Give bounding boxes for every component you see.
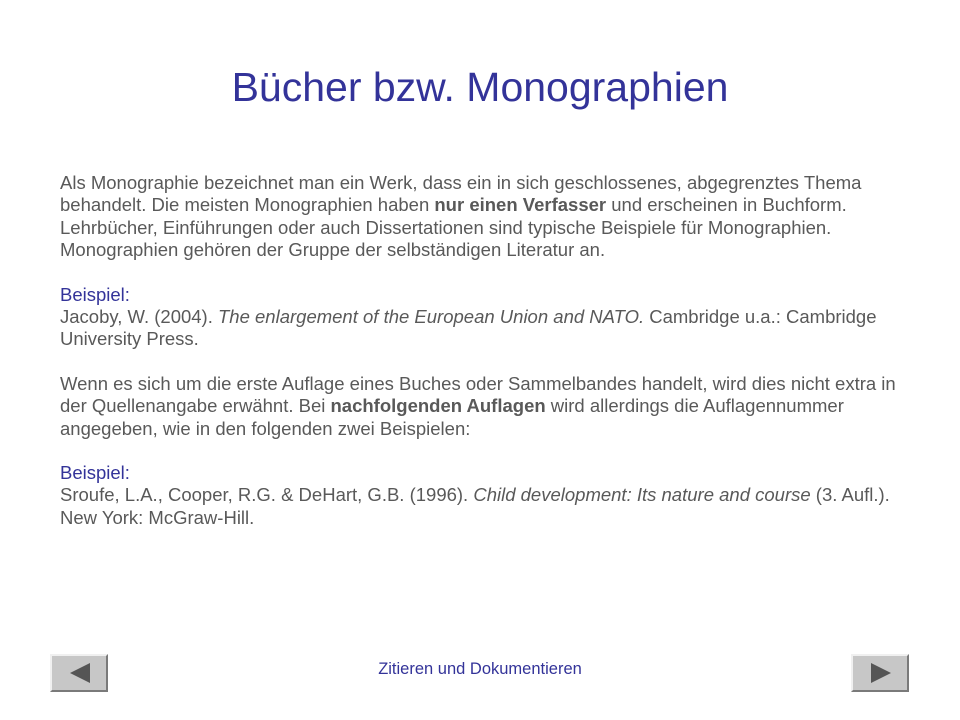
book-title: The enlargement of the European Union and NATO. [218,306,645,328]
next-slide-button[interactable] [851,654,909,692]
slide-content [60,172,910,529]
paragraph-auflagen: Wenn es sich um die erste Auflage eines Buches oder Sammelbandes handelt, wird dies nicht extra in der Quellenangabe erwähnt. Bei nachfolgenden Auflagen wird allerdings die Auflagennummer angegeben, wie in den folgenden zwei Beispielen: [60,372,896,439]
slide-title: Bücher bzw. Monographien [231,64,729,110]
book-title: Child development: Its nature and course [473,484,811,506]
emphasis-auflagen: nachfolgenden Auflagen [330,395,546,417]
footer-title: Zitieren und Dokumentieren [378,660,582,678]
example-2: Beispiel: Sroufe, L.A., Cooper, R.G. & DeHart, G.B. (1996). Child development: Its nature and course (3. Aufl.). New York: McGraw-Hill. [60,462,890,528]
example-label: Beispiel: [60,283,130,305]
triangle-right-icon [853,656,907,690]
paragraph-monographie: Als Monographie bezeichnet man ein Werk, dass ein in sich geschlossenes, abgegrenztes Thema behandelt. Die meisten Monographien haben nur einen Verfasser und erscheinen in Buchform. Lehrbücher, Einführungen oder auch Dissertationen sind typische Beispiele für Monographien. Monographien gehören der Gruppe der selbständigen Literatur an. [60,172,862,261]
emphasis-verfasser: nur einen Verfasser [434,194,607,216]
example-1: Beispiel: Jacoby, W. (2004). The enlargement of the European Union and NATO. Cambridge u.a.: Cambridge University Press. [60,283,877,350]
example-label: Beispiel: [60,462,130,484]
